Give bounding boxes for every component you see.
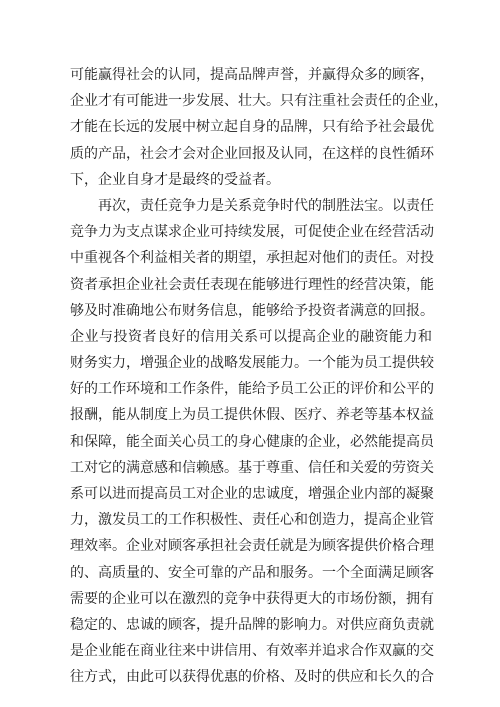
text-line: 报酬，能从制度上为员工提供休假、医疗、养老等基本权益 [70,407,434,424]
text-line: 的、高质量的、安全可靠的产品和服务。一个全面满足顾客 [70,564,434,581]
text-line: 系可以进而提高员工对企业的忠诚度，增强企业内部的凝聚 [70,486,434,502]
text-line: 可能赢得社会的认同，提高品牌声誉，并赢得众多的顾客， [70,67,434,83]
text-line: 资者承担企业社会责任表现在能够进行理性的经营决策，能 [70,276,434,293]
text-line: 理效率。企业对顾客承担社会责任就是为顾客提供价格合理 [70,538,434,555]
text-line: 和保障，能全面关心员工的身心健康的企业，必然能提高员 [70,433,434,450]
text-line: 往方式，由此可以获得优惠的价格、及时的供应和长久的合 [70,669,434,686]
text-line: 质的产品，社会才会对企业回报及认同，在这样的良性循环 [70,145,434,162]
text-line: 力，激发员工的工作积极性、责任心和创造力，提高企业管 [70,512,434,529]
body-text [70,62,448,691]
paragraph-start-line: 再次，责任竞争力是关系竞争时代的制胜法宝。以责任 [98,197,434,214]
text-line: 企业才有可能进一步发展、壮大。只有注重社会责任的企业， [70,93,448,110]
text-line: 财务实力，增强企业的战略发展能力。一个能为员工提供较 [70,355,434,372]
text-line: 竞争力为支点谋求企业可持续发展，可促使企业在经营活动 [70,224,434,241]
text-line: 企业与投资者良好的信用关系可以提高企业的融资能力和 [70,328,432,345]
text-line: 才能在长远的发展中树立起自身的品牌，只有给予社会最优 [70,119,434,136]
text-line: 下，企业自身才是最终的受益者。 [70,171,280,188]
text-line: 是企业能在商业往来中讲信用、有效率并追求合作双赢的交 [70,643,434,660]
text-line: 需要的企业可以在激烈的竞争中获得更大的市场份额，拥有 [70,590,434,607]
text-line: 工对它的满意感和信赖感。基于尊重、信任和关爱的劳资关 [70,459,434,476]
text-line: 中重视各个利益相关者的期望，承担起对他们的责任。对投 [70,250,434,267]
text-line: 稳定的、忠诚的顾客，提升品牌的影响力。对供应商负责就 [70,616,434,633]
text-line: 够及时准确地公布财务信息，能够给予投资者满意的回报。 [70,302,434,319]
text-line: 好的工作环境和工作条件，能给予员工公正的评价和公平的 [70,381,434,398]
